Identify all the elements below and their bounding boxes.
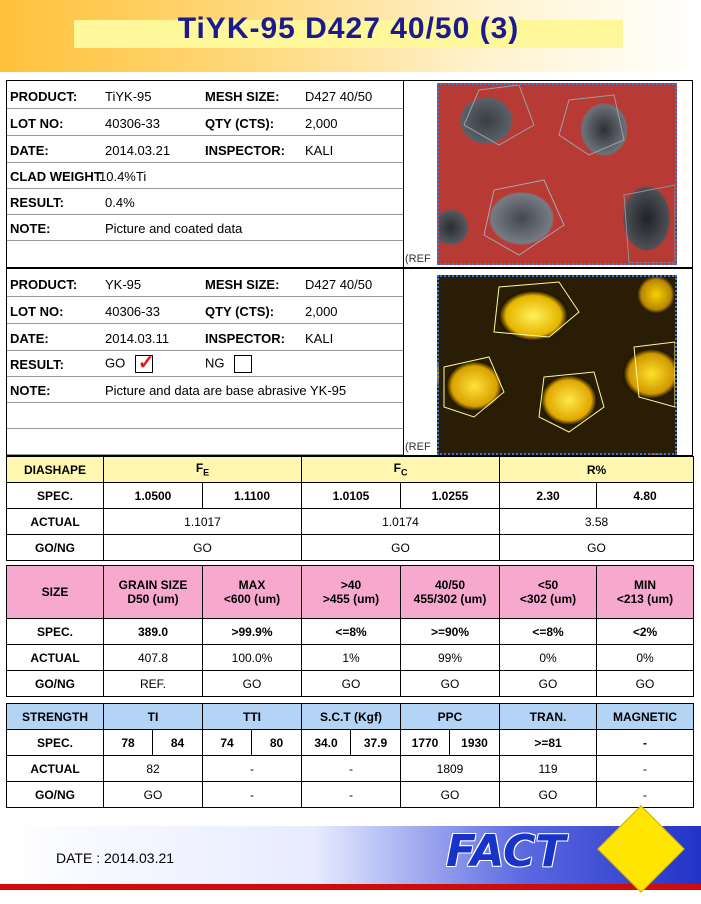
actual-cell: 1.1017 (104, 509, 302, 535)
header-under-50 (500, 566, 597, 619)
header-max-l1: MAX (238, 578, 266, 592)
value-note: Picture and coated data (105, 221, 243, 236)
spec-cell: - (597, 730, 694, 756)
strength-gong-row (7, 782, 694, 808)
actual-cell: - (302, 756, 401, 782)
label-product: PRODUCT: (10, 277, 78, 292)
header-tran: TRAN. (500, 704, 597, 730)
size-gong-row (7, 671, 694, 697)
strength-spec-row (7, 730, 694, 756)
diashape-table (6, 456, 694, 561)
footer-red-stripe (0, 884, 701, 890)
diashape-gong-row (7, 535, 694, 561)
header-magnetic: MAGNETIC (597, 704, 694, 730)
actual-cell: 3.58 (500, 509, 694, 535)
label-inspector: INSPECTOR: (205, 143, 285, 158)
size-spec-row (7, 619, 694, 645)
value-mesh-size: D427 40/50 (305, 277, 373, 292)
spec-cell: 74 (203, 730, 252, 756)
spec-cell: <=8% (500, 619, 597, 645)
spec-label: SPEC. (7, 619, 104, 645)
row-product-2 (7, 271, 403, 297)
gong-cell: GO (500, 535, 694, 561)
ref-caption: (REF (405, 253, 431, 265)
row-note-2 (7, 377, 403, 403)
actual-label: ACTUAL (7, 645, 104, 671)
checkmark-icon: ✓ (137, 352, 155, 374)
spec-cell: 1.0105 (302, 483, 401, 509)
actual-cell: 82 (104, 756, 203, 782)
value-lot: 40306-33 (105, 116, 160, 131)
actual-cell: 119 (500, 756, 597, 782)
header-fc-main: F (393, 461, 401, 476)
header-under-50-l2: <302 (um) (519, 592, 577, 606)
spec-cell: 1.0500 (104, 483, 203, 509)
label-result: RESULT: (10, 357, 64, 372)
header-under-50-l1: <50 (537, 578, 559, 592)
go-label: GO (105, 355, 126, 371)
section-divider (403, 81, 404, 267)
row-clad (7, 163, 403, 189)
value-product: TiYK-95 (105, 89, 152, 104)
size-actual-row (7, 645, 694, 671)
value-inspector: KALI (305, 143, 334, 158)
header-grain-size-l1: GRAIN SIZE (118, 578, 188, 592)
footer-date: DATE : 2014.03.21 (56, 850, 175, 866)
spec-cell: 1930 (450, 730, 500, 756)
diashape-spec-row (7, 483, 694, 509)
label-qty: QTY (CTS): (205, 116, 275, 131)
header-sct: S.C.T (Kgf) (302, 704, 401, 730)
value-clad-weight: 10.4%Ti (99, 169, 147, 184)
actual-label: ACTUAL (7, 756, 104, 782)
page-title: TiYK-95 D427 40/50 (3) (177, 12, 520, 45)
size-table (6, 565, 694, 697)
gong-cell: GO (401, 671, 500, 697)
gong-cell: GO (302, 671, 401, 697)
value-date: 2014.03.21 (105, 143, 171, 158)
gong-cell: - (597, 782, 694, 808)
label-clad-weight: CLAD WEIGHT (10, 169, 102, 184)
label-qty: QTY (CTS): (205, 304, 275, 319)
header-r-percent: R% (500, 457, 694, 483)
header-over-40 (302, 566, 401, 619)
header-over-40-l2: >455 (um) (322, 592, 380, 606)
value-result: 0.4% (105, 195, 135, 210)
row-result-2 (7, 351, 403, 377)
gong-cell: GO (500, 782, 597, 808)
header-diashape: DIASHAPE (7, 457, 104, 483)
fact-logo: FACT (446, 826, 566, 877)
header-40-50-l2: 455/302 (um) (413, 592, 487, 606)
actual-label: ACTUAL (7, 509, 104, 535)
actual-cell: 407.8 (104, 645, 203, 671)
actual-cell: 1% (302, 645, 401, 671)
spec-cell: 2.30 (500, 483, 597, 509)
strength-actual-row (7, 756, 694, 782)
spec-cell: >=90% (401, 619, 500, 645)
label-mesh-size: MESH SIZE: (205, 89, 280, 104)
row-result (7, 189, 403, 215)
row-lot-2 (7, 298, 403, 324)
row-note (7, 215, 403, 241)
label-mesh-size: MESH SIZE: (205, 277, 280, 292)
row-date-2 (7, 325, 403, 351)
actual-cell: - (203, 756, 302, 782)
actual-cell: 0% (500, 645, 597, 671)
spec-cell: 34.0 (302, 730, 351, 756)
strength-header-row (7, 704, 694, 730)
label-result: RESULT: (10, 195, 64, 210)
value-qty: 2,000 (305, 116, 338, 131)
row-empty-2 (7, 429, 403, 455)
header-over-40-l1: >40 (340, 578, 362, 592)
header-fc-sub: C (400, 467, 408, 478)
label-lot: LOT NO: (10, 116, 64, 131)
header-strength: STRENGTH (7, 704, 104, 730)
header-40-50-l1: 40/50 (434, 578, 466, 592)
gong-cell: GO (203, 671, 302, 697)
row-product (7, 83, 403, 109)
actual-cell: - (597, 756, 694, 782)
ng-checkbox[interactable] (234, 355, 252, 373)
header-fc (302, 457, 500, 483)
section-divider (403, 269, 404, 455)
go-checkbox[interactable] (135, 352, 155, 374)
header-min (597, 566, 694, 619)
header-fe-main: F (195, 461, 204, 476)
value-qty: 2,000 (305, 304, 338, 319)
label-note: NOTE: (10, 221, 51, 236)
actual-cell: 99% (401, 645, 500, 671)
ng-label: NG (205, 355, 225, 371)
spec-label: SPEC. (7, 730, 104, 756)
row-lot (7, 110, 403, 136)
header-40-50 (401, 566, 500, 619)
header-ppc: PPC (401, 704, 500, 730)
gong-cell: GO (401, 782, 500, 808)
header-grain-size-l2: D50 (um) (127, 592, 179, 606)
diashape-header-row (7, 457, 694, 483)
actual-cell: 0% (597, 645, 694, 671)
gong-cell: GO (302, 535, 500, 561)
header-fe-sub: E (203, 467, 210, 478)
spec-cell: 1.0255 (401, 483, 500, 509)
gong-cell: GO (104, 782, 203, 808)
coated-product-section (6, 80, 693, 268)
header-max (203, 566, 302, 619)
value-note: Picture and data are base abrasive YK-95 (105, 383, 347, 398)
size-header-row (7, 566, 694, 619)
spec-cell: 1.1100 (203, 483, 302, 509)
ref-caption: (REF (405, 441, 431, 453)
header-ti: TI (104, 704, 203, 730)
label-date: DATE: (10, 331, 49, 346)
strength-table (6, 703, 694, 808)
header-min-l1: MIN (634, 578, 656, 592)
coated-crystal-facets (439, 85, 675, 263)
gong-cell: GO (104, 535, 302, 561)
header-size: SIZE (7, 566, 104, 619)
diashape-actual-row (7, 509, 694, 535)
label-note: NOTE: (10, 383, 51, 398)
header-fe (104, 457, 302, 483)
spec-cell: 78 (104, 730, 153, 756)
actual-cell: 1.0174 (302, 509, 500, 535)
spec-label: SPEC. (7, 483, 104, 509)
value-date: 2014.03.11 (105, 331, 170, 346)
row-empty-1 (7, 403, 403, 429)
value-inspector: KALI (305, 331, 334, 346)
label-lot: LOT NO: (10, 304, 64, 319)
result-go-option (105, 352, 155, 374)
value-mesh-size: D427 40/50 (305, 89, 373, 104)
header-min-l2: <213 (um) (616, 592, 674, 606)
gong-label: GO/NG (7, 671, 104, 697)
gong-cell: - (203, 782, 302, 808)
spec-cell: >99.9% (203, 619, 302, 645)
gong-cell: GO (500, 671, 597, 697)
label-inspector: INSPECTOR: (205, 331, 285, 346)
spec-cell: 4.80 (597, 483, 694, 509)
gong-label: GO/NG (7, 782, 104, 808)
spec-cell: 84 (153, 730, 203, 756)
label-product: PRODUCT: (10, 89, 78, 104)
gong-cell: GO (597, 671, 694, 697)
gong-label: GO/NG (7, 535, 104, 561)
spec-cell: <=8% (302, 619, 401, 645)
spec-cell: 1770 (401, 730, 450, 756)
value-lot: 40306-33 (105, 304, 160, 319)
result-ng-option (205, 355, 252, 373)
base-diamond-photo (437, 275, 677, 455)
header-grain-size (104, 566, 203, 619)
spec-cell: <2% (597, 619, 694, 645)
gong-cell: - (302, 782, 401, 808)
base-crystal-facets (439, 277, 675, 453)
value-product: YK-95 (105, 277, 142, 292)
row-date (7, 137, 403, 163)
spec-cell: 389.0 (104, 619, 203, 645)
spec-cell: 80 (252, 730, 302, 756)
label-date: DATE: (10, 143, 49, 158)
coated-diamond-photo (437, 83, 677, 265)
actual-cell: 1809 (401, 756, 500, 782)
spec-cell: >=81 (500, 730, 597, 756)
base-product-section (6, 268, 693, 456)
header-max-l2: <600 (um) (223, 592, 281, 606)
header-tti: TTI (203, 704, 302, 730)
spec-cell: 37.9 (351, 730, 401, 756)
actual-cell: 100.0% (203, 645, 302, 671)
gong-cell: REF. (104, 671, 203, 697)
